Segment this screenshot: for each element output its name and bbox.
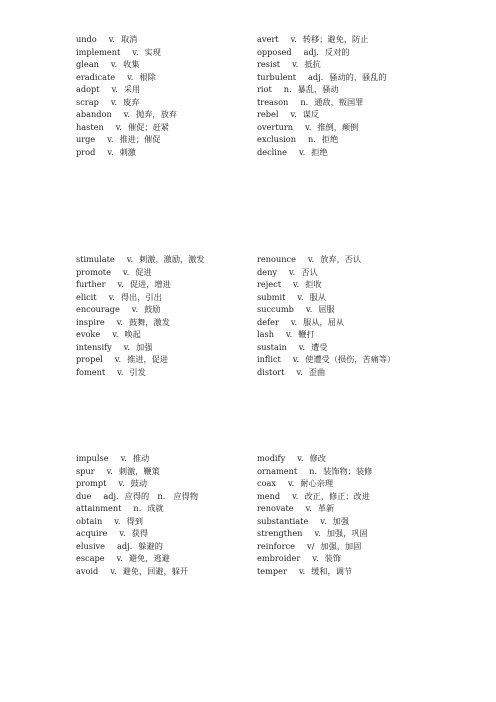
vocab-word: intensify	[76, 341, 112, 352]
vocab-definition: 应得的 n. 应得物	[124, 490, 199, 501]
vocab-word: reject	[257, 279, 282, 289]
vocab-entry	[257, 133, 387, 146]
vocab-word: mend	[257, 490, 281, 501]
vocab-pos: v.	[117, 366, 124, 377]
vocab-definition: 服从	[309, 291, 327, 302]
vocab-pos: v.	[290, 109, 297, 119]
vocab-pos: v.	[305, 304, 313, 314]
vocab-pos: v.	[285, 329, 293, 339]
vocab-definition: 骚动的，骚乱的	[329, 71, 387, 82]
vocab-entry	[257, 58, 387, 71]
vocab-pos: v.	[117, 279, 124, 289]
vocab-word: sustain	[257, 341, 287, 352]
vocab-definition: 加强，巩固	[326, 528, 368, 538]
vocab-word: modify	[257, 453, 286, 463]
vocab-entry	[257, 366, 395, 379]
vocab-entry	[257, 83, 387, 96]
vocab-word: attainment	[76, 503, 122, 513]
vocab-word: temper	[257, 565, 287, 576]
vocab-pos: v.	[292, 59, 299, 69]
vocab-pos: v.	[293, 279, 300, 289]
vocab-definition: 根除	[139, 71, 156, 82]
vocab-definition: 躲避的	[138, 540, 163, 551]
vocab-pos: v.	[312, 553, 319, 563]
vocab-definition: 推进，促进	[127, 354, 169, 364]
vocab-pos: v.	[122, 266, 130, 277]
vocab-entry	[76, 515, 198, 528]
vocab-word: decline	[257, 146, 288, 157]
vocab-definition: 使遭受（损伤，苦痛等）	[305, 354, 396, 364]
vocab-definition: 废弃	[123, 96, 140, 107]
vocab-entry	[257, 108, 387, 121]
vocab-pos: v.	[131, 304, 139, 314]
vocab-definition: 促进	[135, 266, 152, 277]
vocab-entry	[76, 527, 198, 540]
vocab-definition: 得到	[126, 515, 143, 526]
vocab-pos: v.	[132, 46, 139, 57]
vocab-pos: v.	[123, 109, 130, 119]
vocab-word: implement	[76, 46, 121, 57]
vocab-pos: v.	[290, 34, 297, 44]
vocab-pos: v/	[306, 540, 315, 551]
vocab-definition: 成就	[147, 503, 164, 513]
vocab-pos: v.	[116, 553, 123, 563]
vocab-pos: n.	[300, 96, 309, 107]
vocab-entry	[76, 353, 205, 366]
vocab-word: escape	[76, 553, 105, 563]
vocab-entry	[257, 303, 395, 316]
vocab-word: strengthen	[257, 528, 303, 538]
vocab-definition: 服从，屈从	[303, 316, 345, 327]
vocab-pos: v.	[110, 96, 118, 107]
vocab-definition: 歪曲	[308, 366, 326, 377]
vocab-pos: v.	[296, 366, 303, 377]
vocab-entry	[257, 146, 387, 159]
vocab-word: acquire	[76, 528, 108, 538]
vocab-group-right-2	[257, 253, 395, 378]
vocab-word: avoid	[76, 565, 99, 576]
vocab-word: opposed	[257, 46, 292, 57]
vocab-entry	[257, 452, 372, 465]
vocab-word: prompt	[76, 478, 107, 488]
vocab-word: evoke	[76, 329, 101, 339]
vocab-word: exclusion	[257, 134, 296, 144]
vocab-entry	[76, 366, 205, 379]
vocab-definition: 鞭打	[298, 329, 315, 339]
vocab-pos: v.	[305, 121, 312, 132]
vocab-pos: adj.	[303, 46, 319, 57]
vocab-entry	[76, 278, 205, 291]
vocab-word: coax	[257, 478, 277, 488]
vocab-entry	[257, 96, 387, 109]
vocab-entry	[257, 341, 395, 354]
vocab-definition: 改正，修正；改进	[304, 490, 370, 501]
vocab-definition: 引发	[129, 366, 146, 377]
vocab-entry	[257, 502, 372, 515]
vocab-pos: v.	[307, 254, 315, 264]
vocab-entry	[257, 540, 372, 553]
vocab-entry	[76, 465, 198, 478]
vocab-word: propel	[76, 354, 103, 364]
vocab-word: lash	[257, 329, 274, 339]
vocab-definition: 避免，回避，躲开	[122, 565, 189, 576]
vocab-entry	[76, 96, 177, 109]
vocab-entry	[76, 490, 198, 503]
vocab-pos: v.	[320, 515, 327, 526]
vocab-word: abandon	[76, 109, 112, 119]
vocab-entry	[76, 502, 198, 515]
vocab-definition: 避免，逃避	[128, 553, 170, 563]
vocab-pos: v.	[290, 316, 298, 327]
vocab-entry	[257, 490, 372, 503]
vocab-entry	[76, 146, 177, 159]
vocab-word: scrap	[76, 96, 99, 107]
vocab-word: submit	[257, 291, 286, 302]
vocab-word: substantiate	[257, 515, 309, 526]
vocab-pos: v.	[297, 453, 304, 463]
vocab-entry	[257, 527, 372, 540]
vocab-definition: 刺激	[119, 146, 136, 157]
vocab-pos: v.	[115, 121, 123, 132]
vocab-entry	[257, 465, 372, 478]
vocab-word: resist	[257, 59, 281, 69]
vocab-entry	[76, 565, 198, 578]
vocab-entry	[76, 133, 177, 146]
vocab-entry	[76, 71, 177, 84]
vocab-word: eradicate	[76, 71, 116, 82]
vocab-word: elusive	[76, 540, 106, 551]
vocab-definition: 转移；避免，防止	[302, 34, 369, 44]
vocab-pos: v.	[107, 146, 114, 157]
vocab-word: inflict	[257, 354, 281, 364]
vocab-pos: v.	[123, 341, 131, 352]
vocab-pos: v.	[305, 503, 312, 513]
vocab-pos: v.	[114, 354, 122, 364]
vocab-pos: n.	[283, 84, 292, 94]
vocab-definition: 收集	[123, 59, 140, 69]
vocab-entry	[257, 253, 395, 266]
vocab-entry	[76, 341, 205, 354]
vocab-definition: 装饰	[324, 553, 341, 563]
vocab-pos: v.	[108, 291, 115, 302]
vocab-definition: 通敌，叛国罪	[314, 96, 364, 107]
vocab-entry	[76, 46, 177, 59]
vocab-definition: 屈服	[318, 304, 335, 314]
vocab-definition: 加强，加固	[320, 540, 362, 551]
vocab-pos: adj.	[103, 490, 119, 501]
vocab-word: undo	[76, 34, 97, 44]
vocab-entry	[257, 266, 395, 279]
vocab-word: ornament	[257, 465, 298, 476]
vocab-pos: adj.	[308, 71, 324, 82]
vocab-pos: v.	[127, 71, 134, 82]
vocab-word: turbulent	[257, 71, 297, 82]
vocab-word: reinforce	[257, 540, 295, 551]
vocab-entry	[257, 278, 395, 291]
vocab-entry	[76, 58, 177, 71]
vocab-definition: 加强	[332, 515, 349, 526]
vocab-definition: 得出，引出	[120, 291, 162, 302]
vocab-entry	[257, 565, 372, 578]
vocab-group-left-1	[76, 33, 177, 158]
vocab-entry	[76, 477, 198, 490]
vocab-word: stimulate	[76, 254, 115, 264]
vocab-pos: v.	[110, 565, 117, 576]
vocab-word: obtain	[76, 515, 103, 526]
vocab-entry	[257, 316, 395, 329]
vocab-definition: 谋反	[302, 109, 320, 119]
vocab-entry	[76, 303, 205, 316]
vocab-pos: v.	[292, 354, 300, 364]
vocab-pos: v.	[110, 59, 118, 69]
vocab-word: inspire	[76, 316, 105, 327]
vocab-pos: v.	[299, 146, 306, 157]
vocab-definition: 获得	[131, 528, 149, 538]
vocab-pos: v.	[112, 329, 119, 339]
vocab-entry	[257, 291, 395, 304]
vocab-entry	[76, 452, 198, 465]
vocab-definition: 拒收	[305, 279, 322, 289]
vocab-word: renounce	[257, 254, 296, 264]
vocab-definition: 反对的	[324, 46, 350, 57]
vocab-word: treason	[257, 96, 289, 107]
vocab-definition: 拒绝	[321, 134, 339, 144]
vocab-word: rebel	[257, 109, 279, 119]
vocab-pos: v.	[119, 528, 126, 538]
vocab-word: foment	[76, 366, 106, 377]
vocab-pos: v.	[118, 478, 125, 488]
vocab-entry	[76, 291, 205, 304]
vocab-word: avert	[257, 34, 279, 44]
vocab-pos: v.	[120, 453, 127, 463]
vocab-definition: 暴乱，骚动	[297, 84, 339, 94]
vocab-word: impulse	[76, 453, 109, 463]
vocab-definition: 催促；赶紧	[128, 121, 169, 132]
vocab-word: defer	[257, 316, 279, 327]
vocab-word: embroider	[257, 553, 301, 563]
vocab-pos: n.	[307, 134, 316, 144]
vocab-definition: 推倒，颠倒	[317, 121, 359, 132]
vocab-entry	[257, 353, 395, 366]
vocab-group-right-1	[257, 33, 387, 158]
vocab-word: deny	[257, 266, 277, 277]
vocab-pos: v.	[116, 316, 123, 327]
vocab-definition: 鼓励	[144, 304, 161, 314]
vocab-entry	[76, 33, 177, 46]
vocab-definition: 抵抗	[304, 59, 321, 69]
vocab-word: further	[76, 279, 106, 289]
vocab-pos: v.	[298, 341, 306, 352]
vocab-pos: v.	[288, 478, 295, 488]
vocab-word: spur	[76, 465, 95, 476]
vocab-word: overturn	[257, 121, 294, 132]
vocab-definition: 刺激，激励，激发	[139, 254, 205, 264]
vocab-definition: 取消	[120, 34, 138, 44]
vocab-definition: 放弃，否认	[320, 254, 362, 264]
vocab-definition: 加强	[136, 341, 153, 352]
vocab-entry	[76, 253, 205, 266]
vocab-word: adopt	[76, 84, 100, 94]
vocab-word: renovate	[257, 503, 294, 513]
vocab-pos: v.	[107, 134, 114, 144]
vocab-word: prod	[76, 146, 96, 157]
vocab-pos: v.	[106, 465, 113, 476]
vocab-entry	[257, 71, 387, 84]
vocab-definition: 装饰物；装修	[323, 465, 373, 476]
vocab-pos: n.	[133, 503, 142, 513]
vocab-word: riot	[257, 84, 272, 94]
vocab-definition: 鼓动	[130, 478, 148, 488]
vocab-definition: 修改	[309, 453, 326, 463]
vocab-entry	[76, 316, 205, 329]
vocab-entry	[76, 108, 177, 121]
vocab-word: promote	[76, 266, 111, 277]
vocab-pos: v.	[292, 490, 299, 501]
vocab-entry	[257, 46, 387, 59]
vocab-entry	[257, 552, 372, 565]
vocab-word: hasten	[76, 121, 104, 132]
vocab-definition: 实现	[144, 46, 161, 57]
vocab-word: elicit	[76, 291, 97, 302]
vocab-group-left-3	[76, 452, 198, 577]
vocab-definition: 耐心亲理	[300, 478, 334, 488]
vocab-pos: v.	[298, 565, 306, 576]
vocab-definition: 促进，增进	[129, 279, 171, 289]
vocab-definition: 遭受	[311, 341, 328, 352]
vocab-definition: 唤起	[124, 329, 141, 339]
vocab-entry	[257, 121, 387, 134]
vocab-word: due	[76, 490, 92, 501]
vocab-pos: v.	[314, 528, 321, 538]
vocab-definition: 采用	[123, 84, 141, 94]
vocab-entry	[257, 33, 387, 46]
vocab-pos: v.	[289, 266, 296, 277]
vocab-group-left-2	[76, 253, 205, 378]
vocab-definition: 推动	[132, 453, 150, 463]
vocab-word: urge	[76, 134, 96, 144]
vocab-definition: 鼓舞，激发	[128, 316, 170, 327]
vocab-entry	[76, 266, 205, 279]
vocab-entry	[76, 121, 177, 134]
vocab-entry	[257, 515, 372, 528]
vocab-entry	[76, 540, 198, 553]
vocab-pos: adj.	[117, 540, 133, 551]
vocab-pos: v.	[111, 84, 118, 94]
vocab-entry	[76, 83, 177, 96]
vocab-entry	[257, 328, 395, 341]
vocab-word: glean	[76, 59, 99, 69]
vocab-pos: v.	[297, 291, 304, 302]
vocab-definition: 拒绝	[311, 146, 328, 157]
vocab-group-right-3	[257, 452, 372, 577]
vocab-word: distort	[257, 366, 285, 377]
vocab-pos: v.	[114, 515, 121, 526]
vocab-word: succumb	[257, 304, 294, 314]
vocab-definition: 否认	[301, 266, 318, 277]
vocab-entry	[257, 477, 372, 490]
vocab-definition: 推进；催促	[119, 134, 161, 144]
vocab-pos: n.	[309, 465, 318, 476]
vocab-definition: 缓和，调节	[311, 565, 353, 576]
vocab-definition: 抛弃，放弃	[136, 109, 177, 119]
vocab-entry	[76, 328, 205, 341]
vocab-entry	[76, 552, 198, 565]
vocab-definition: 革新	[317, 503, 335, 513]
vocab-word: encourage	[76, 304, 120, 314]
vocab-pos: v.	[108, 34, 115, 44]
vocab-definition: 刺激，鞭策	[118, 465, 160, 476]
vocab-pos: v.	[126, 254, 134, 264]
